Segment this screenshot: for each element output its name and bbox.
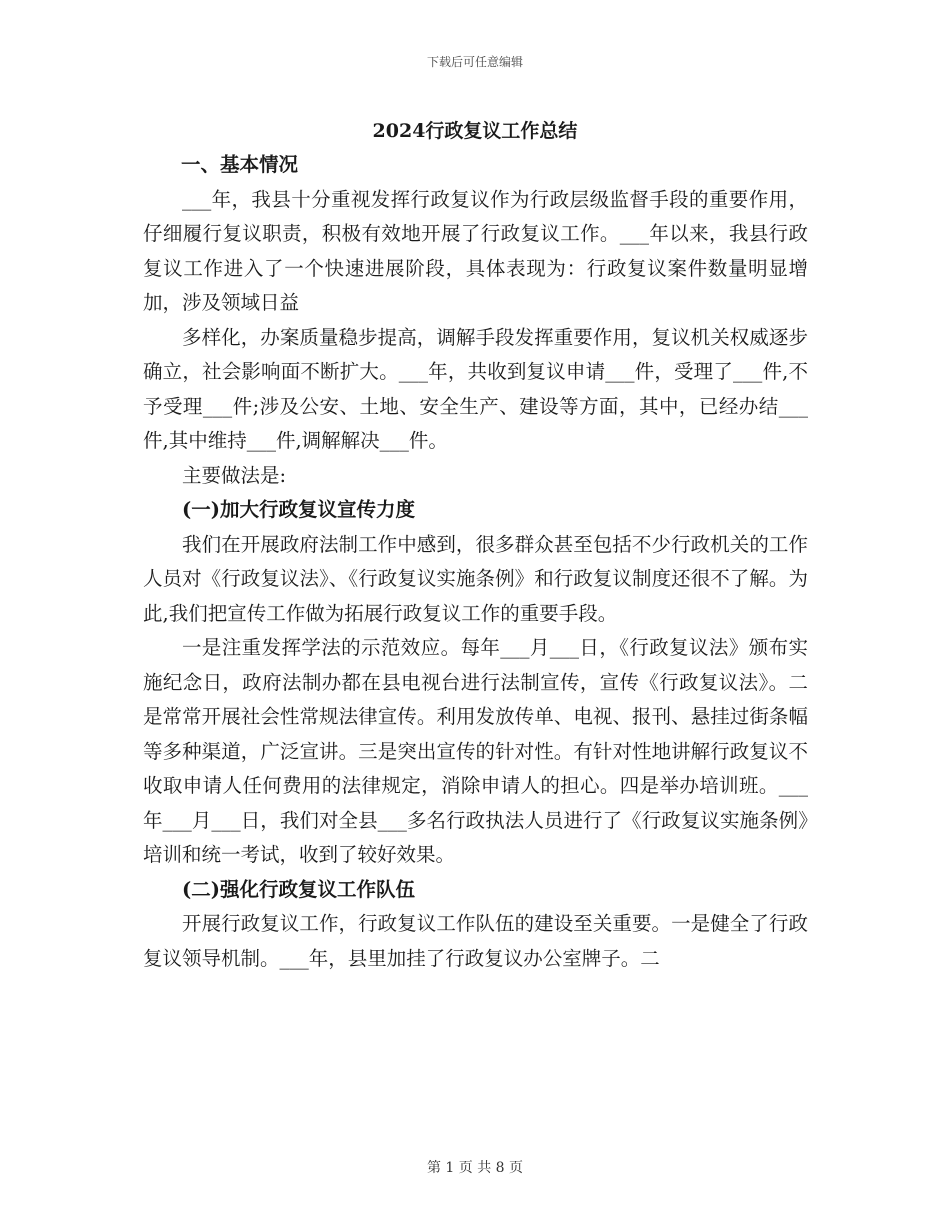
header-note: 下载后可任意编辑 — [426, 55, 523, 69]
paragraph-publicity-measures: 一是注重发挥学法的示范效应。每年___月___日，《行政复议法》颁布实施纪念日，政府法制办都在县电视台进行法制宣传，宣传《行政复议法》。二是常常开展社会性常规法律宣传。利用发放传单、电视、报刊、悬挂过街条幅等多种渠道，广泛宣讲。三是突出宣传的针对性。有针对性地讲解行政复议不收取申请人任何费用的法律规定，消除申请人的担心。四是举办培训班。___年___月___日，我们对全县___多名行政执法人员进行了《行政复议实施条例》培训和统一考试，收到了较好效果。 — [143, 636, 808, 866]
subheading-team-building: (二)强化行政复议工作队伍 — [182, 877, 415, 901]
paragraph-overview: ___年，我县十分重视发挥行政复议作为行政层级监督手段的重要作用，仔细履行复议职责，积极有效地开展了行政复议工作。___年以来，我县行政复议工作进入了一个快速进展阶段，具体表现为：行政复议案件数量明显增加，涉及领域日益 — [143, 187, 808, 314]
section-heading-basic-situation: 一、基本情况 — [181, 153, 299, 176]
subheading-publicity: (一)加大行政复议宣传力度 — [182, 498, 415, 521]
page-number-footer: 第 1 页 共 8 页 — [426, 1160, 524, 1176]
paragraph-main-methods-intro: 主要做法是: — [182, 463, 287, 487]
paragraph-statistics: 多样化，办案质量稳步提高，调解手段发挥重要作用，复议机关权威逐步确立，社会影响面不断扩大。___年，共收到复议申请___件，受理了___件,不予受理___件;涉及公安、土地、安全生产、建设等方面，其中，已经办结___件,其中维持___件,调解解决___件。 — [143, 325, 808, 452]
document-title: 2024行政复议工作总结 — [372, 120, 578, 142]
paragraph-team-building: 开展行政复议工作，行政复议工作队伍的建设至关重要。一是健全了行政复议领导机制。___年，县里加挂了行政复议办公室牌子。二 — [143, 912, 808, 970]
document-body — [143, 148, 808, 976]
paragraph-publicity-reason: 我们在开展政府法制工作中感到，很多群众甚至包括不少行政机关的工作人员对《行政复议法》、《行政复议实施条例》和行政复议制度还很不了解。为此,我们把宣传工作做为拓展行政复议工作的重要手段。 — [143, 532, 808, 625]
